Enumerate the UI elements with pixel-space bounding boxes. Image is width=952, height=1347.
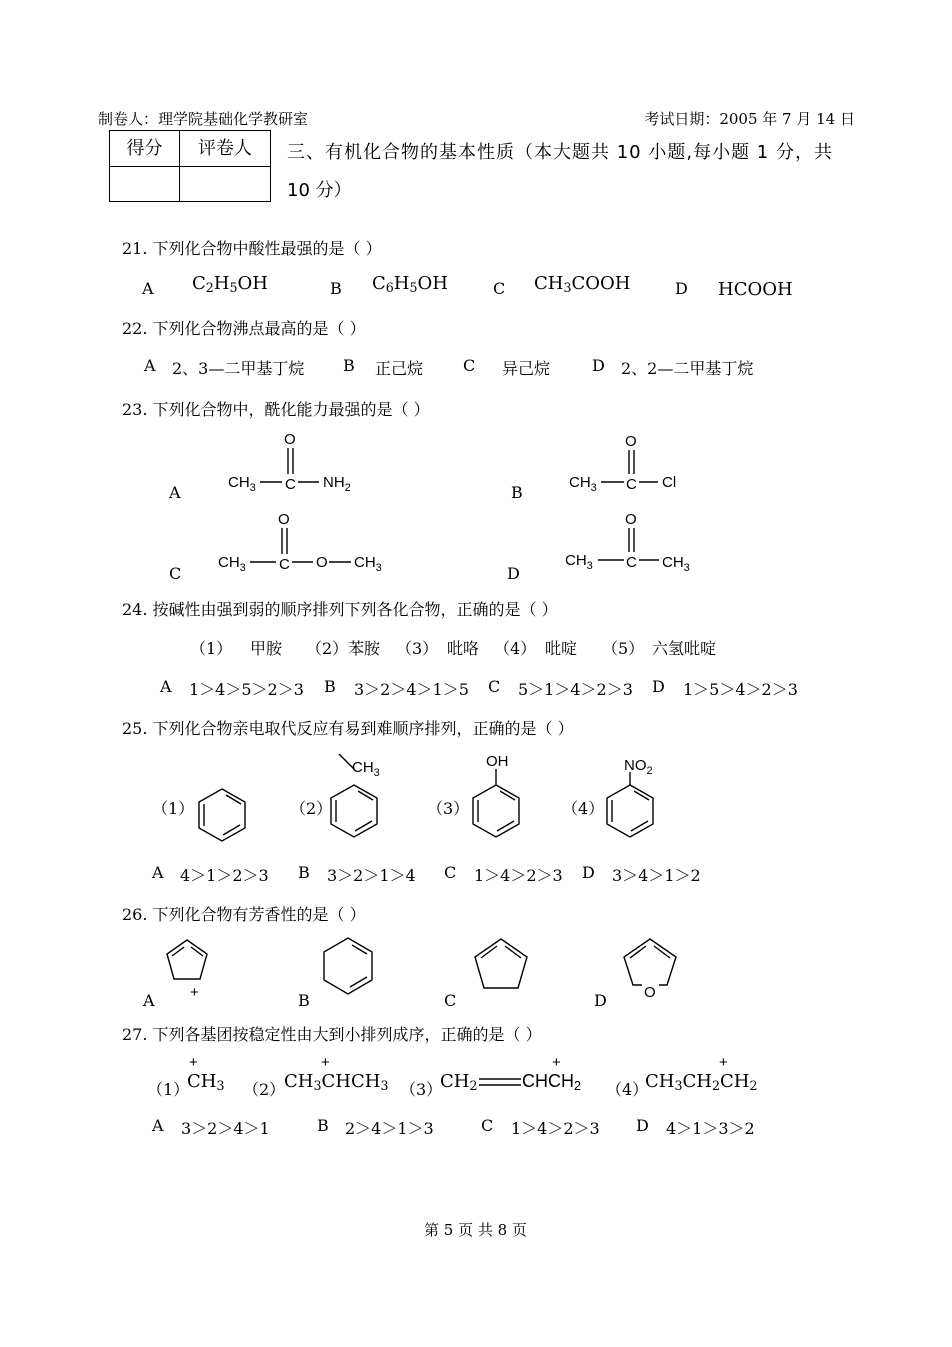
header-right: 考试日期：2005 年 7 月 14 日 (644, 110, 855, 128)
q24-item-3-num: （3） (396, 639, 439, 658)
q22-option-b-letter: B (343, 356, 355, 375)
svg-text:O: O (284, 431, 296, 448)
q22-option-a-text: 2、3—二甲基丁烷 (172, 359, 305, 378)
score-table (109, 130, 271, 202)
svg-text:C: C (279, 556, 290, 573)
acetone-structure (562, 508, 702, 578)
cyclohexadiene-structure (318, 935, 383, 1005)
q24-answer-d: 1＞5＞4＞2＞3 (683, 680, 798, 699)
q23-letter-d: D (507, 564, 520, 583)
q27-answer-b-letter: B (317, 1116, 329, 1135)
svg-text:C: C (285, 476, 296, 493)
acetyl-chloride-structure (566, 428, 686, 498)
q25-label-1: （1） (152, 799, 195, 818)
q27-formula-2: $CH_3CHCH_3$ (284, 1071, 389, 1094)
q25-label-3: （3） (427, 799, 470, 818)
svg-text:O: O (625, 433, 637, 450)
q27-formula-3b: $CHCH_2$ (522, 1071, 582, 1094)
q24-answer-a-letter: A (160, 677, 172, 696)
q27-answer-a: 3＞2＞4＞1 (181, 1119, 270, 1138)
furan-structure (618, 935, 688, 1005)
q24-item-5-name: 六氢吡啶 (652, 639, 717, 658)
ch3-label: $CH_3$ (218, 554, 246, 574)
svg-text:+: + (190, 984, 199, 1000)
q27-label-3: （3） (400, 1080, 443, 1099)
q24-answer-b: 3＞2＞4＞1＞5 (354, 680, 469, 699)
q27-answer-d: 4＞1＞3＞2 (666, 1119, 755, 1138)
nitrobenzene-structure (598, 752, 678, 852)
svg-text:O: O (644, 984, 656, 1001)
q24-item-3-name: 吡咯 (447, 639, 480, 658)
score-header: 得分 (110, 131, 180, 167)
nh2-label: $NH_2$ (323, 474, 351, 494)
q21-option-a-letter: A (142, 279, 154, 298)
svg-text:O: O (625, 511, 637, 528)
q24-item-4-num: （4） (494, 639, 537, 658)
q21-option-d-formula: HCOOH (718, 279, 793, 300)
q21-option-b-formula: $C_6H_5OH$ (372, 273, 448, 296)
q27-charge-3: + (552, 1054, 561, 1071)
q25-answer-c: 1＞4＞2＞3 (474, 866, 563, 885)
q24-item-4-name: 吡啶 (545, 639, 578, 658)
no2-substituent-label: $NO_2$ (624, 757, 653, 777)
score-cell (110, 167, 180, 201)
phenol-structure (462, 752, 542, 852)
q24-item-5-num: （5） (602, 639, 645, 658)
q24-item-1-num: （1） (190, 639, 233, 658)
svg-text:OH: OH (486, 753, 509, 770)
q25-answer-c-letter: C (444, 863, 457, 882)
q22-option-c-text: 异己烷 (502, 359, 551, 378)
q25-answer-d-letter: D (582, 863, 595, 882)
q27-charge-1: + (189, 1054, 198, 1071)
svg-text:O: O (316, 554, 328, 571)
q25-label-4: （4） (562, 799, 605, 818)
cyclopentadiene-structure (470, 935, 535, 1000)
cyclopentadienyl-cation-structure (160, 935, 220, 1000)
page-footer: 第 5 页 共 8 页 (424, 1221, 527, 1239)
q22-option-a-letter: A (144, 356, 156, 375)
header-left: 制卷人：理学院基础化学教研室 (98, 110, 309, 128)
q27-answer-b: 2＞4＞1＞3 (345, 1119, 434, 1138)
q23-letter-b: B (511, 483, 523, 502)
q21-option-a-formula: $C_2H_5OH$ (192, 273, 268, 296)
ch3-substituent-label: $CH_3$ (352, 759, 380, 779)
q22-option-c-letter: C (463, 356, 476, 375)
q25-answer-b: 3＞2＞1＞4 (327, 866, 416, 885)
q27-answer-a-letter: A (152, 1116, 164, 1135)
q25-answer-a-letter: A (152, 863, 164, 882)
q27-charge-4: + (719, 1054, 728, 1071)
svg-text:O: O (278, 511, 290, 528)
q21-option-b-letter: B (330, 279, 342, 298)
q26-stem: 26. 下列化合物有芳香性的是（ ） (122, 905, 366, 924)
q24-item-2-num: （2） (306, 639, 349, 658)
acetamide-structure (222, 428, 372, 498)
ch3-label: $CH_3$ (228, 474, 256, 494)
double-bond (477, 1072, 523, 1092)
q26-letter-a: A (143, 991, 155, 1010)
q25-label-2: （2） (290, 799, 333, 818)
q21-option-c-letter: C (493, 279, 506, 298)
ch3-label: $CH_3$ (662, 554, 690, 574)
section-title-line2: 10 分） (287, 180, 352, 201)
benzene-structure (193, 786, 253, 846)
q23-letter-a: A (169, 483, 181, 502)
q24-item-1-name: 甲胺 (250, 639, 283, 658)
q25-answer-b-letter: B (298, 863, 310, 882)
ch3-label: $CH_3$ (565, 552, 593, 572)
q26-letter-b: B (298, 991, 310, 1010)
q27-stem: 27. 下列各基团按稳定性由大到小排列成序，正确的是（ ） (122, 1025, 542, 1044)
section-title: 三、有机化合物的基本性质（本大题共 10 小题,每小题 1 分，共 (287, 142, 833, 163)
q21-option-d-letter: D (675, 279, 688, 298)
svg-text:Cl: Cl (662, 474, 677, 491)
q24-answer-a: 1＞4＞5＞2＞3 (189, 680, 304, 699)
q27-answer-c: 1＞4＞2＞3 (511, 1119, 600, 1138)
q22-stem: 22. 下列化合物沸点最高的是（ ） (122, 319, 366, 338)
q25-stem: 25. 下列化合物亲电取代反应有易到难顺序排列，正确的是（ ） (122, 719, 574, 738)
q22-option-b-text: 正己烷 (375, 359, 424, 378)
grader-header: 评卷人 (180, 131, 270, 167)
toluene-structure (325, 752, 405, 852)
q27-answer-c-letter: C (481, 1116, 494, 1135)
q27-charge-2: + (321, 1054, 330, 1071)
methyl-acetate-structure (216, 508, 396, 578)
q27-formula-4: $CH_3CH_2CH_2$ (645, 1071, 758, 1094)
svg-text:C: C (626, 476, 637, 493)
q27-label-4: （4） (606, 1080, 649, 1099)
grader-cell (180, 167, 270, 201)
q27-label-1: （1） (147, 1080, 190, 1099)
q22-option-d-letter: D (592, 356, 605, 375)
q26-letter-c: C (444, 991, 457, 1010)
q24-answer-d-letter: D (652, 677, 665, 696)
q27-formula-3a: $CH_2$ (440, 1071, 478, 1094)
q24-stem: 24. 按碱性由强到弱的顺序排列下列各化合物，正确的是（ ） (122, 600, 558, 619)
q24-answer-b-letter: B (324, 677, 336, 696)
q27-label-2: （2） (243, 1080, 286, 1099)
q27-formula-1: $CH_3$ (187, 1071, 225, 1094)
q27-answer-d-letter: D (636, 1116, 649, 1135)
ch3-label: $CH_3$ (569, 474, 597, 494)
q21-stem: 21. 下列化合物中酸性最强的是（ ） (122, 239, 382, 258)
ch3-label: $CH_3$ (354, 554, 382, 574)
q23-letter-c: C (169, 564, 182, 583)
q24-item-2-name: 苯胺 (348, 639, 381, 658)
q24-answer-c: 5＞1＞4＞2＞3 (518, 680, 633, 699)
q23-stem: 23. 下列化合物中，酰化能力最强的是（ ） (122, 400, 430, 419)
q21-option-c-formula: $CH_3COOH$ (534, 273, 631, 296)
q24-answer-c-letter: C (488, 677, 501, 696)
svg-text:C: C (626, 554, 637, 571)
q26-letter-d: D (594, 991, 607, 1010)
q22-option-d-text: 2、2—二甲基丁烷 (621, 359, 754, 378)
q25-answer-a: 4＞1＞2＞3 (180, 866, 269, 885)
q25-answer-d: 3＞4＞1＞2 (612, 866, 701, 885)
